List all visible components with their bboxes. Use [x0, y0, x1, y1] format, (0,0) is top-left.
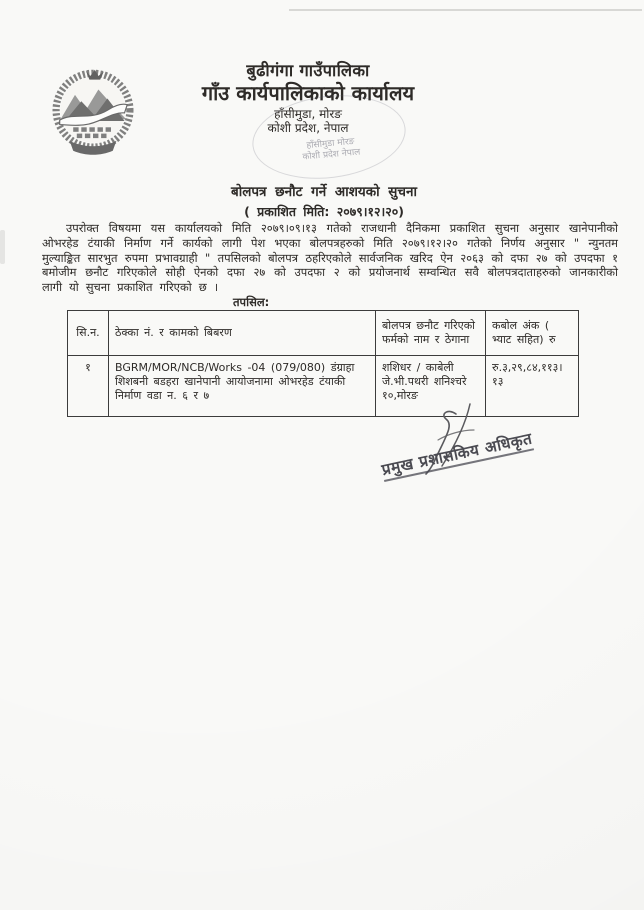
- scan-artifact-line: [289, 9, 642, 11]
- cell-sn: १: [68, 356, 109, 417]
- notice-body-paragraph: उपरोक्त विषयमा यस कार्यालयको मिति २०७९।०९।१३ गतेको राजधानी दैनिकमा प्रकाशित सुचना अनुसार खानेपानीको ओभरहेड टंयाकी निर्माण गर्ने कार्यको लागी पेश भएका बोलपत्रहरुको मिति २०७९।१२।२० गतेको निर्णय अनुसार " न्युनतम मुल्याङ्कित सारभुत रुपमा प्रभावग्राही " तपसिलको बोलपत्र ठहरिएकोले सार्वजनिक खरिद ऐन २०६३ को दफा २७ को उपदफा १ बमोजीम छनौट गरिएकोले सोही ऐनको दफा २७ को उपदफा २ को प्रयोजनार्थ सम्वन्धित सवै बोलपत्रदाताहरुको जानकारीको लागी यो सुचना प्रकाशित गरिएको छ ।: [42, 221, 618, 295]
- faint-seal-line-1: हाँसीमुडा मोरङ: [306, 136, 355, 152]
- firm-line-1: शशिधर / काबेली: [382, 361, 454, 374]
- published-date: ( प्रकाशित मिति: २०७९।१२।२०): [244, 204, 404, 219]
- cell-amount: रु.३,२९,८४,११३।१३: [486, 356, 579, 417]
- nepal-government-emblem-icon: [48, 64, 138, 160]
- address-line-2: कोशी प्रदेश, नेपाल: [267, 121, 349, 136]
- header-firm: बोलपत्र छनौट गरिएको फर्मको नाम र ठेगाना: [376, 311, 486, 356]
- header-amount: कबोल अंक ( भ्याट सहित) रु: [486, 311, 579, 356]
- notice-title-block: [134, 182, 514, 220]
- address-line-1: हाँसीमुडा, मोरङ: [274, 106, 342, 121]
- office-name: गाँउ कार्यपालिकाको कार्यालय: [201, 81, 415, 106]
- table-header-row: [68, 311, 579, 356]
- notice-title: बोलपत्र छनौट गर्ने आशयको सुचना: [231, 184, 417, 200]
- municipality-name: बुढीगंगा गाउँपालिका: [246, 61, 370, 80]
- header-contract: ठेक्का नं. र कामको बिबरण: [109, 311, 376, 356]
- cell-contract-description: BGRM/MOR/NCB/Works -04 (079/080) डंग्राहा शिशबनी बडहरा खानेपानी आयोजनामा ओभरहेड टंयाकी निर्माण वडा न. ६ र ७: [109, 356, 376, 417]
- faint-seal-line-2: कोशी प्रदेश नेपाल: [302, 147, 361, 163]
- scan-artifact-smudge: [0, 230, 5, 264]
- firm-line-3: १०,मोरङ: [382, 389, 418, 402]
- firm-line-2: जे.भी.पथरी शनिश्चरे: [382, 375, 467, 388]
- tapasil-label: तपसिल:: [233, 295, 270, 309]
- officer-designation-text: प्रमुख प्रशासकिय अधिकृत: [380, 430, 534, 482]
- header-sn: सि.न.: [68, 311, 109, 356]
